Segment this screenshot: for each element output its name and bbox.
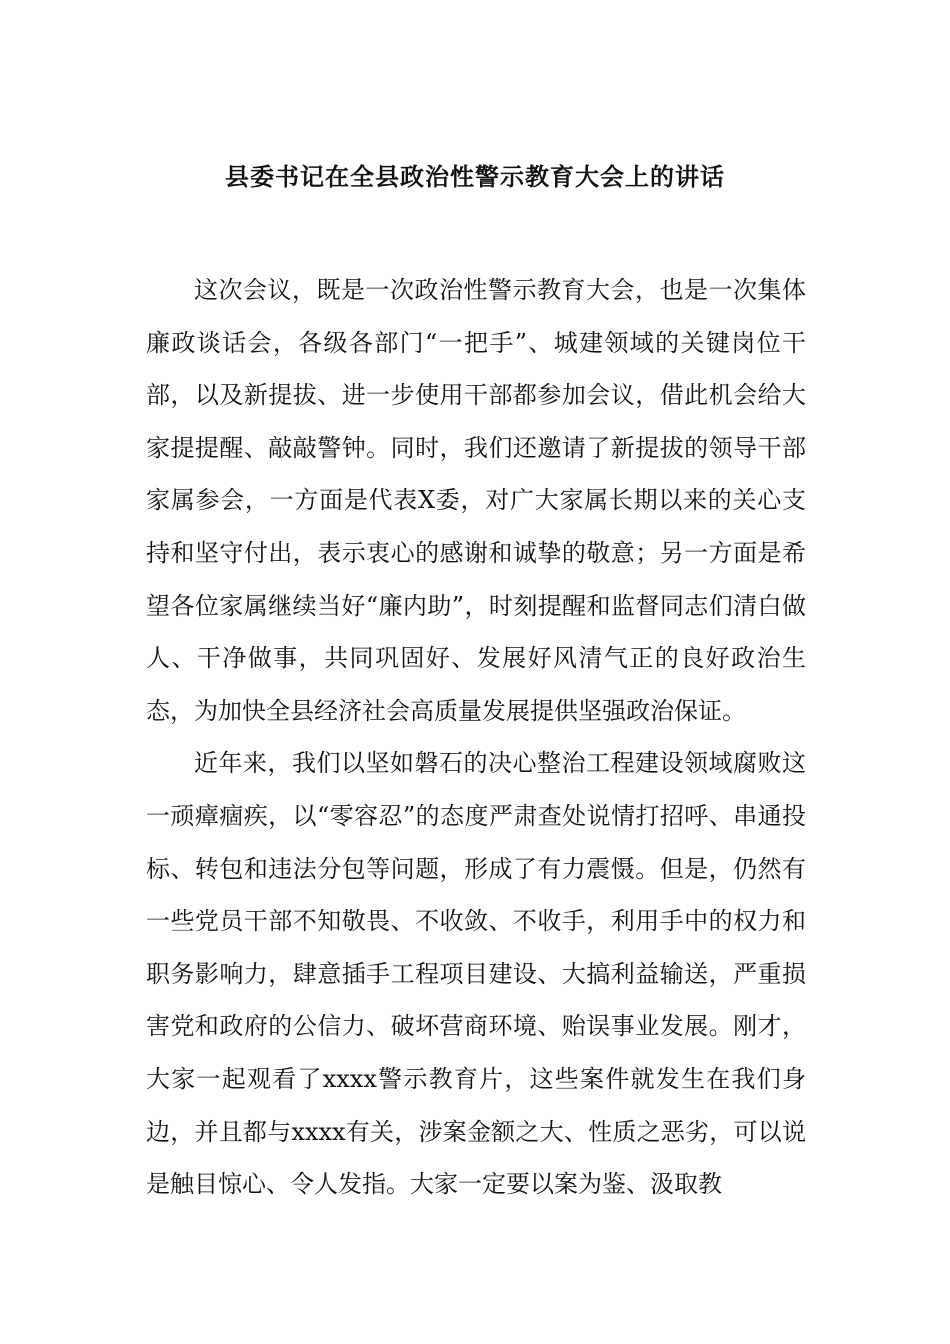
document-body (146, 264, 806, 1211)
body-paragraph: 这次会议，既是一次政治性警示教育大会，也是一次集体廉政谈话会，各级各部门“一把手”、城建领域的关键岗位干部，以及新提拔、进一步使用干部都参加会议，借此机会给大家提提醒、敲敲警钟。同时，我们还邀请了新提拔的领导干部家属参会，一方面是代表X委，对广大家属长期以来的关心支持和坚守付出，表示衷心的感谢和诚挚的敬意；另一方面是希望各位家属继续当好“廉内助”，时刻提醒和监督同志们清白做人、干净做事，共同巩固好、发展好风清气正的良好政治生态，为加快全县经济社会高质量发展提供坚强政治保证。 (146, 276, 806, 725)
body-paragraph: 近年来，我们以坚如磐石的决心整治工程建设领域腐败这一顽瘴痼疾，以“零容忍”的态度严肃查处说情打招呼、串通投标、转包和违法分包等问题，形成了有力震慑。但是，仍然有一些党员干部不知敬畏、不收敛、不收手，利用手中的权力和职务影响力，肆意插手工程项目建设、大搞利益输送，严重损害党和政府的公信力、破坏营商环境、贻误事业发展。刚才，大家一起观看了xxxx警示教育片，这些案件就发生在我们身边，并且都与xxxx有关，涉案金额之大、性质之恶劣，可以说是触目惊心、令人发指。大家一定要以案为鉴、汲取教 (146, 749, 806, 1199)
document-title: 县委书记在全县政治性警示教育大会上的讲话 (225, 163, 725, 191)
